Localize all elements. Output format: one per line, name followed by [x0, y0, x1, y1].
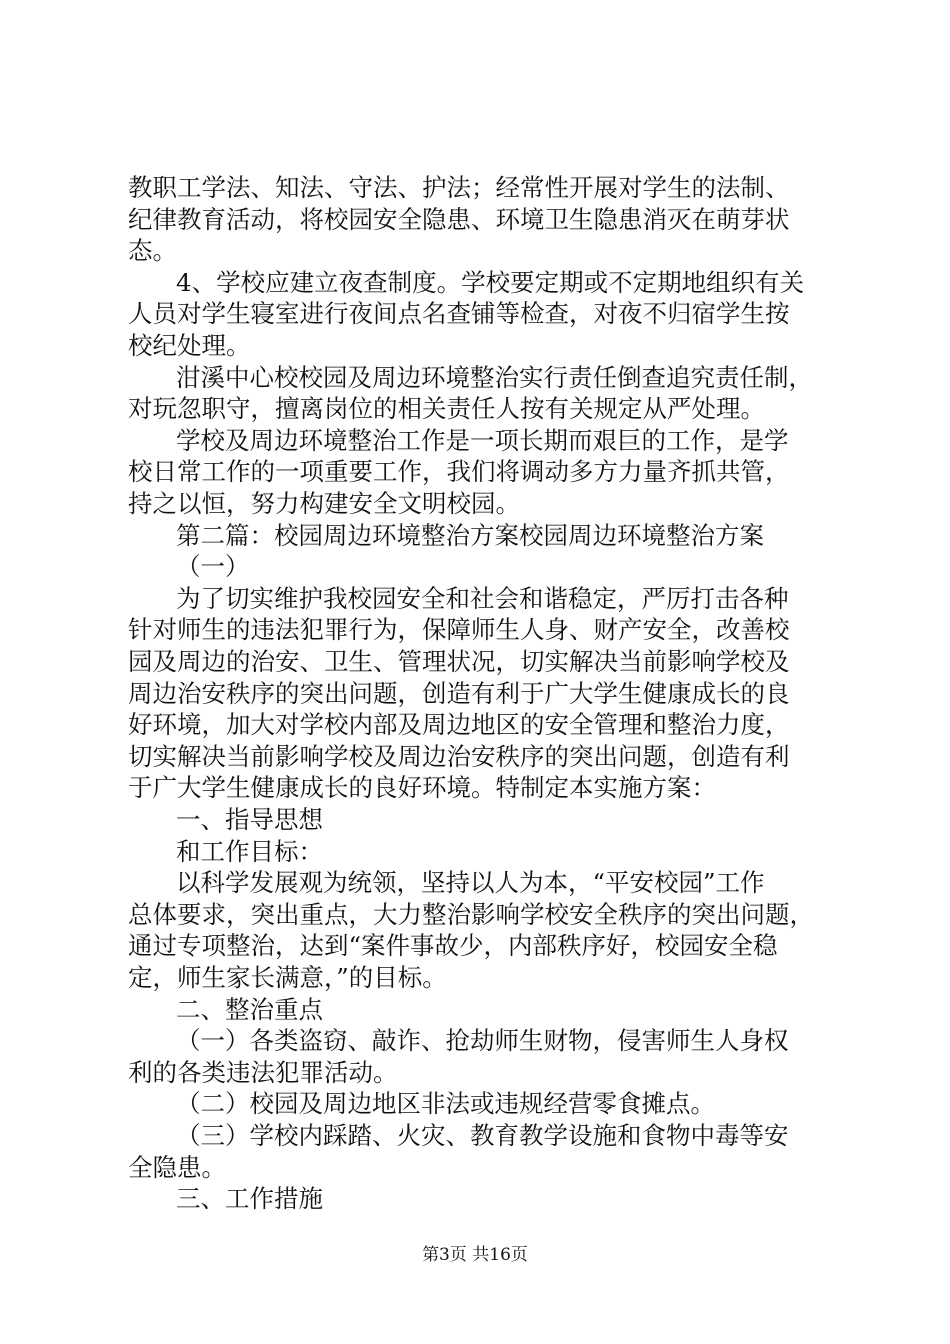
text-line: 切实解决当前影响学校及周边治安秩序的突出问题，创造有利 [128, 741, 790, 771]
text-line: 4、学校应建立夜查制度。学校要定期或不定期地组织有关 [176, 267, 805, 297]
text-line: 于广大学生健康成长的良好环境。特制定本实施方案： [128, 773, 716, 803]
text-line: 泔溪中心校校园及周边环境整治实行责任倒查追究责任制， [176, 362, 813, 392]
text-line: 对玩忽职守，擅离岗位的相关责任人按有关规定从严处理。 [128, 394, 765, 424]
text-line: 校日常工作的一项重要工作，我们将调动多方力量齐抓共管， [128, 457, 790, 487]
text-line: 园及周边的治安、卫生、管理状况，切实解决当前影响学校及 [128, 647, 790, 676]
text-line: 人员对学生寝室进行夜间点名查铺等检查，对夜不归宿学生按 [128, 299, 790, 329]
text-line: 针对师生的违法犯罪行为，保障师生人身、财产安全，改善校 [128, 615, 790, 645]
text-line: （一） [176, 552, 250, 582]
text-line: 好环境，加大对学校内部及周边地区的安全管理和整治力度， [128, 710, 790, 740]
text-line: （三）学校内踩踏、火灾、教育教学设施和食物中毒等安 [176, 1121, 789, 1150]
text-line: 持之以恒，努力构建安全文明校园。 [128, 489, 520, 518]
text-line: 周边治安秩序的突出问题，创造有利于广大学生健康成长的良 [128, 678, 790, 708]
text-line: 全隐患。 [128, 1152, 226, 1182]
text-line: 定，师生家长满意，”的目标。 [128, 963, 447, 992]
subheading: 和工作目标： [176, 836, 323, 866]
text-line: 总体要求，突出重点，大力整治影响学校安全秩序的突出问题， [128, 899, 814, 929]
text-line: （二）校园及周边地区非法或违规经营零食摊点。 [176, 1089, 715, 1119]
text-line: 为了切实维护我校园安全和社会和谐稳定，严厉打击各种 [176, 583, 789, 613]
section-heading: 第二篇：校园周边环境整治方案校园周边环境整治方案 [176, 520, 764, 550]
text-line: 以科学发展观为统领，坚持以人为本，“平安校园”工作 [176, 868, 765, 898]
text-line: 利的各类违法犯罪活动。 [128, 1057, 398, 1087]
page-footer: 第3页 共16页 [422, 1245, 528, 1265]
text-line: 纪律教育活动，将校园安全隐患、环境卫生隐患消灭在萌芽状 [128, 204, 790, 234]
text-line: （一）各类盗窃、敲诈、抢劫师生财物，侵害师生人身权 [176, 1026, 789, 1056]
subheading: 一、指导思想 [176, 805, 323, 834]
subheading: 三、工作措施 [176, 1184, 323, 1214]
subheading: 二、整治重点 [176, 994, 323, 1024]
text-line: 态。 [128, 236, 177, 266]
text-line: 学校及周边环境整治工作是一项长期而艰巨的工作，是学 [176, 425, 789, 455]
text-line: 教职工学法、知法、守法、护法；经常性开展对学生的法制、 [128, 173, 790, 202]
text-line: 校纪处理。 [128, 331, 251, 360]
text-line: 通过专项整治，达到“案件事故少，内部秩序好，校园安全稳 [128, 931, 778, 961]
